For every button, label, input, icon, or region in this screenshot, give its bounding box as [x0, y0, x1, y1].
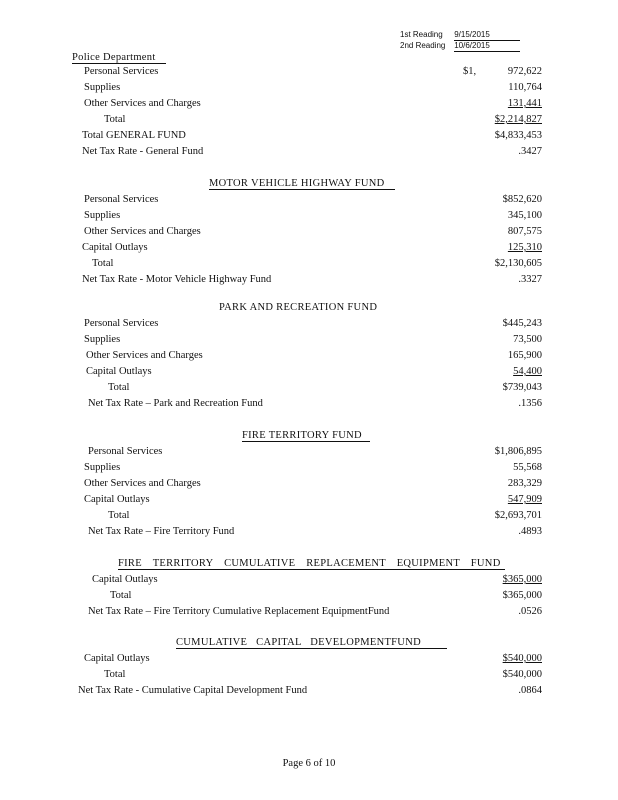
row-amount: $2,214,827 [494, 114, 542, 125]
fire-row-personal [0, 446, 618, 460]
fire-heading: FIRE TERRITORY FUND [242, 430, 370, 442]
row-amount: $852,620 [502, 194, 542, 205]
police-row-personal [0, 66, 618, 80]
first-reading-date: 9/15/2015 [454, 30, 520, 41]
row-label: Personal Services [84, 66, 159, 77]
mvh-row-capital [0, 242, 618, 256]
mvh-row-total [0, 258, 618, 272]
row-amount: $540,000 [502, 669, 542, 680]
row-amount: $365,000 [502, 574, 542, 585]
row-label: Total GENERAL FUND [82, 130, 186, 141]
row-amount: 125,310 [507, 242, 542, 253]
row-amount: 345,100 [507, 210, 542, 221]
row-label: Total [108, 510, 130, 521]
row-label: Capital Outlays [86, 366, 152, 377]
row-amount: 547,909 [507, 494, 542, 505]
police-row-other [0, 98, 618, 112]
fire-cum-row-total [0, 590, 618, 604]
row-label: Personal Services [88, 446, 163, 457]
row-label: Supplies [84, 210, 121, 221]
second-reading-label: 2nd Reading [400, 41, 446, 50]
row-amount: 110,764 [508, 82, 542, 93]
row-label: Net Tax Rate – Fire Territory Fund [88, 526, 235, 537]
row-label: Capital Outlays [84, 494, 150, 505]
police-row-total [0, 114, 618, 128]
row-label: Total [104, 114, 126, 125]
row-label: Total [108, 382, 130, 393]
row-label: Personal Services [84, 318, 159, 329]
park-row-personal [0, 318, 618, 332]
general-fund-tax-rate [0, 146, 618, 160]
ccd-tax-rate [0, 685, 618, 699]
fire-cum-row-capital [0, 574, 618, 588]
row-amount: .0864 [518, 685, 542, 696]
first-reading [400, 30, 520, 41]
police-row-supplies [0, 82, 618, 96]
park-heading: PARK AND RECREATION FUND [219, 302, 378, 313]
mvh-row-other [0, 226, 618, 240]
ccd-heading: CUMULATIVE CAPITAL DEVELOPMENTFUND [176, 637, 447, 649]
fire-row-total [0, 510, 618, 524]
row-label: Other Services and Charges [84, 478, 201, 489]
row-label: Personal Services [84, 194, 159, 205]
general-fund-total [0, 130, 618, 144]
row-amount: $540,000 [502, 653, 542, 664]
row-amount: $2,130,605 [494, 258, 542, 269]
row-label: Net Tax Rate – Fire Territory Cumulative Replacement EquipmentFund [88, 606, 390, 617]
row-label: Capital Outlays [92, 574, 158, 585]
row-amount: .0526 [518, 606, 542, 617]
row-amount: $365,000 [502, 590, 542, 601]
row-label: Supplies [84, 82, 121, 93]
second-reading-date: 10/6/2015 [454, 41, 520, 52]
mvh-tax-rate [0, 274, 618, 288]
police-heading: Police Department [72, 52, 166, 64]
row-label: Other Services and Charges [84, 98, 201, 109]
row-label: Capital Outlays [84, 653, 150, 664]
second-reading [400, 41, 520, 52]
row-amount: 55,568 [513, 462, 542, 473]
fire-row-capital [0, 494, 618, 508]
row-label: Supplies [84, 334, 121, 345]
row-amount: 807,575 [507, 226, 542, 237]
first-reading-label: 1st Reading [400, 30, 443, 39]
row-amount: $4,833,453 [494, 130, 542, 141]
row-amount: $1,806,895 [494, 446, 542, 457]
park-row-capital [0, 366, 618, 380]
mvh-row-personal [0, 194, 618, 208]
ccd-row-capital [0, 653, 618, 667]
mvh-row-supplies [0, 210, 618, 224]
row-amount: 131,441 [507, 98, 542, 109]
row-label: Other Services and Charges [86, 350, 203, 361]
fire-row-other [0, 478, 618, 492]
row-label: Net Tax Rate - General Fund [82, 146, 204, 157]
row-amount: $445,243 [502, 318, 542, 329]
row-amount: 283,329 [507, 478, 542, 489]
row-label: Other Services and Charges [84, 226, 201, 237]
row-amount: 972,622 [507, 66, 542, 77]
fire-cum-tax-rate [0, 606, 618, 620]
fire-tax-rate [0, 526, 618, 540]
row-label: Net Tax Rate - Motor Vehicle Highway Fund [82, 274, 272, 285]
row-label: Total [104, 669, 126, 680]
row-amount: $2,693,701 [494, 510, 542, 521]
row-label: Net Tax Rate – Park and Recreation Fund [88, 398, 263, 409]
park-row-total [0, 382, 618, 396]
row-label: Supplies [84, 462, 121, 473]
row-dollar: $1, [463, 66, 477, 77]
row-amount: .1356 [518, 398, 542, 409]
row-amount: 54,400 [513, 366, 542, 377]
row-amount: $739,043 [502, 382, 542, 393]
readings-block [400, 30, 520, 52]
page-number: Page 6 of 10 [282, 758, 336, 769]
park-row-supplies [0, 334, 618, 348]
row-amount: .3327 [518, 274, 542, 285]
row-amount: 73,500 [513, 334, 542, 345]
row-amount: 165,900 [507, 350, 542, 361]
row-amount: .4893 [518, 526, 542, 537]
row-label: Total [92, 258, 114, 269]
park-tax-rate [0, 398, 618, 412]
fire-cum-heading: FIRE TERRITORY CUMULATIVE REPLACEMENT EQUIPMENT FUND [118, 558, 505, 570]
ccd-row-total [0, 669, 618, 683]
row-amount: .3427 [518, 146, 542, 157]
fire-row-supplies [0, 462, 618, 476]
mvh-heading: MOTOR VEHICLE HIGHWAY FUND [209, 178, 395, 190]
row-label: Capital Outlays [82, 242, 148, 253]
row-label: Net Tax Rate - Cumulative Capital Development Fund [78, 685, 308, 696]
row-label: Total [110, 590, 132, 601]
park-row-other [0, 350, 618, 364]
